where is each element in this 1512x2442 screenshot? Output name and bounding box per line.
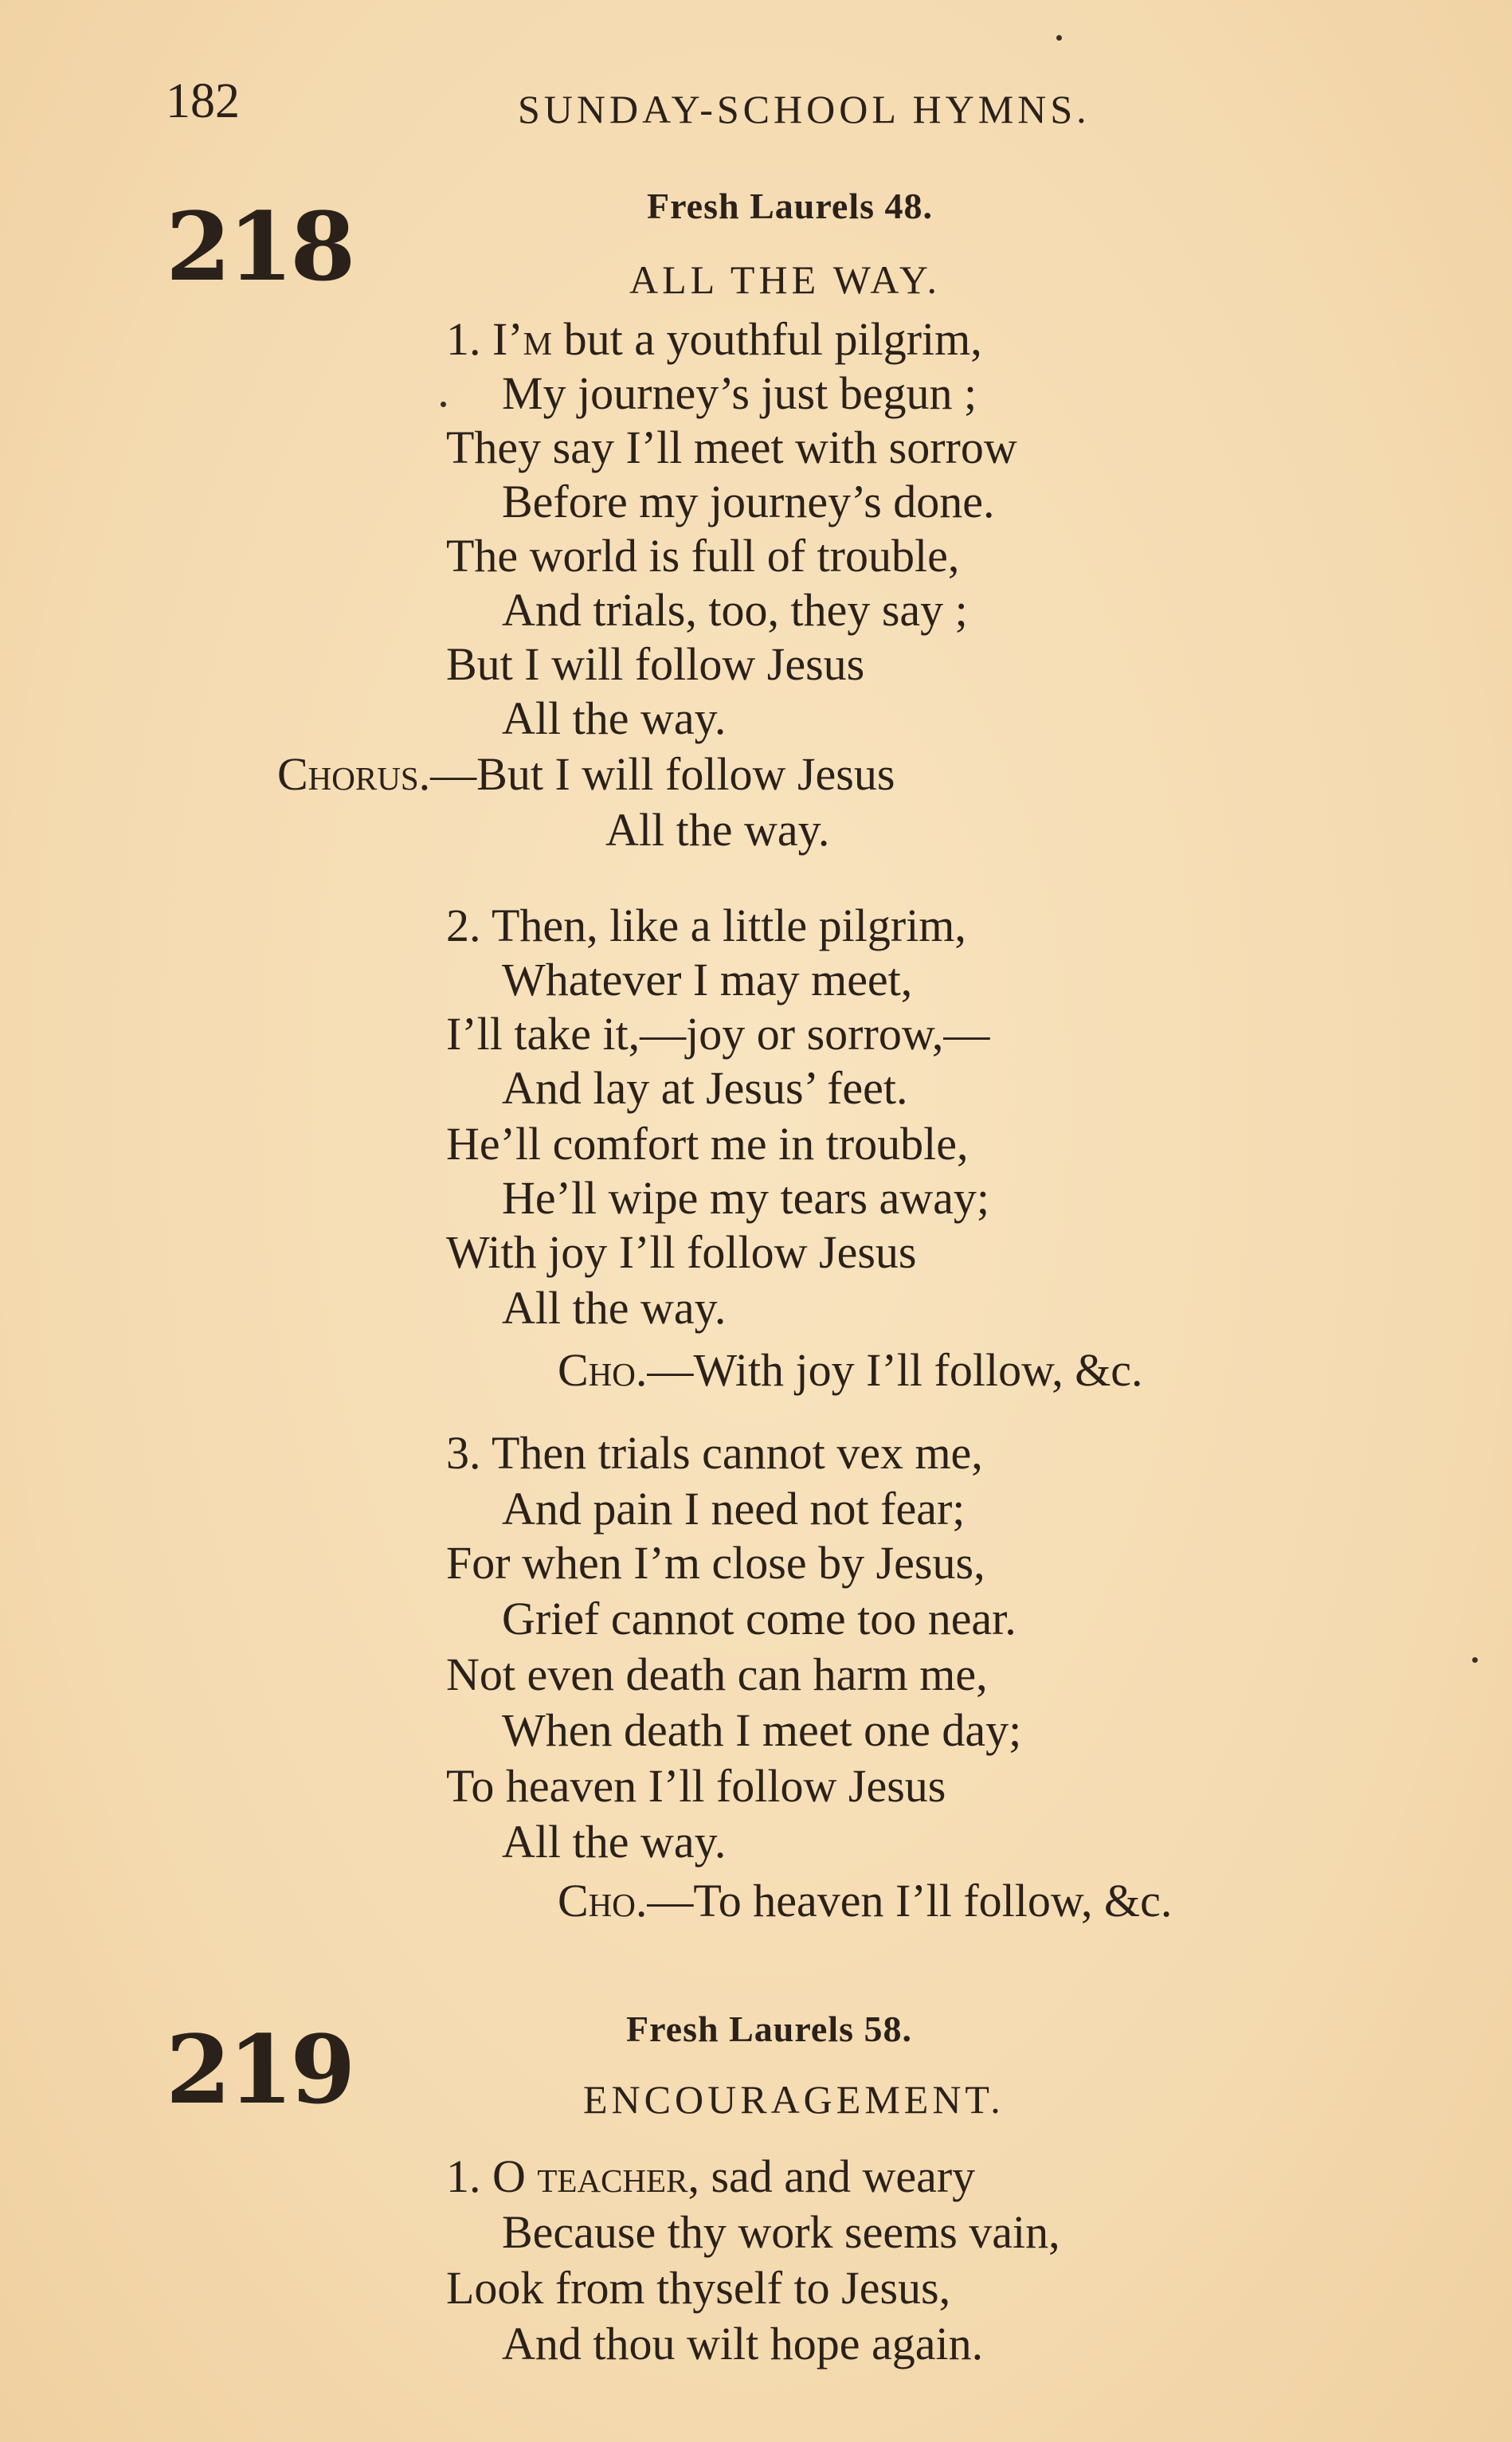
verse-line: For when I’m close by Jesus, [446,1537,985,1589]
verse-line: They say I’ll meet with sorrow [446,421,1017,473]
verse-line: 2. Then, like a little pilgrim, [446,900,966,951]
ink-speck [1472,1657,1478,1663]
ink-speck [441,402,446,407]
ink-speck [1056,35,1062,41]
verse-line: I’ll take it,—joy or sorrow,— [446,1008,990,1060]
verse-line: To heaven I’ll follow Jesus [446,1760,946,1812]
verse-line: Before my journey’s done. [502,476,995,527]
verse-line: And trials, too, they say ; [502,584,968,636]
hymn-title: ENCOURAGEMENT. [583,2077,1005,2122]
verse-line: He’ll comfort me in trouble, [446,1118,969,1170]
tune-reference: Fresh Laurels 48. [647,186,934,226]
hymn-title: ALL THE WAY. [629,257,942,302]
verse-line: The world is full of trouble, [446,530,960,582]
verse-line: 3. Then trials cannot vex me, [446,1427,983,1479]
verse-line: All the way. [502,692,727,744]
tune-reference: Fresh Laurels 58. [626,2009,913,2049]
chorus-reference: Cho.—With joy I’ll follow, &c. [558,1344,1143,1396]
verse-line: My journey’s just begun ; [502,367,977,419]
verse-line: Not even death can harm me, [446,1648,988,1700]
page-number: 182 [166,74,240,128]
verse-line: All the way. [502,1816,727,1868]
verse-line: And pain I need not fear; [502,1483,966,1535]
verse-line: Grief cannot come too near. [502,1593,1016,1644]
verse-line: 1. I’m but a youthful pilgrim, [446,313,982,365]
verse-line: But I will follow Jesus [446,638,865,690]
hymn-number: 219 [166,2014,353,2125]
verse-line: When death I meet one day; [502,1704,1022,1756]
running-title: SUNDAY-SCHOOL HYMNS. [518,87,1091,131]
verse-number: 1. [446,313,481,365]
verse-line: Whatever I may meet, [502,954,913,1005]
hymn-number: 218 [166,191,353,302]
verse-line: Look from thyself to Jesus, [446,2262,951,2314]
verse-line: He’ll wipe my tears away; [502,1172,990,1224]
verse-line: All the way. [502,1282,727,1334]
verse-line: 1. O teacher, sad and weary [446,2150,976,2202]
verse-line: With joy I’ll follow Jesus [446,1226,917,1278]
verse-line: And thou wilt hope again. [502,2318,984,2369]
verse-line: And lay at Jesus’ feet. [502,1062,908,1114]
chorus-label: Chorus. [277,748,431,800]
first-word: I’m [492,313,553,365]
chorus-reference: Cho.—To heaven I’ll follow, &c. [558,1875,1173,1927]
chorus-label: Cho. [558,1875,648,1927]
first-word: O teacher [492,2150,688,2202]
chorus-line: All the way. [605,804,830,856]
verse-number: 1. [446,2150,481,2202]
chorus-label: Cho. [558,1344,648,1396]
verse-line: Because thy work seems vain, [502,2206,1060,2258]
chorus-line: Chorus.—But I will follow Jesus [277,748,895,800]
